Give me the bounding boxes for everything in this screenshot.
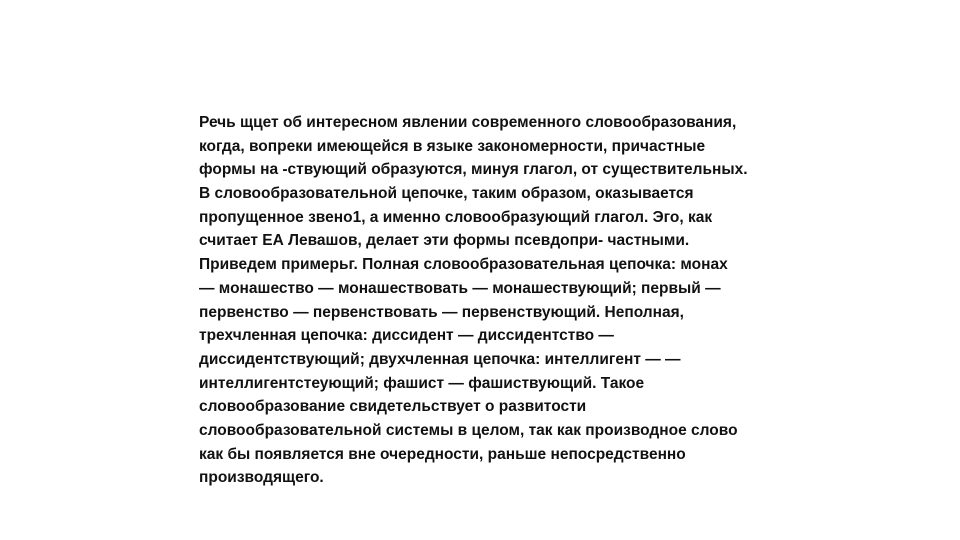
text-line: интеллигентстеующий; фашист — фашиствующий. Такое	[199, 374, 645, 392]
text-line: когда, вопреки имеющейся в языке закономерности, причастные	[199, 137, 706, 155]
body-text	[199, 111, 819, 490]
text-line: считает ЕА Левашов, делает эти формы псевдопри- частными.	[199, 232, 690, 250]
text-line: словообразование свидетельствует о развитости	[199, 398, 587, 416]
text-line: формы на -ствующий образуются, минуя глагол, от существительных.	[199, 161, 748, 179]
text-line: трехчленная цепочка: диссидент — диссидентство —	[199, 327, 614, 345]
text-line: первенство — первенствовать — первенствующий. Неполная,	[199, 303, 684, 321]
text-line: — монашество — монашествовать — монашествующий; первый —	[199, 279, 721, 297]
text-line: производящего.	[199, 469, 324, 487]
text-line: В словообразовательной цепочке, таким образом, оказывается	[199, 185, 694, 203]
text-line: диссидентствующий; двухчленная цепочка: интеллигент — —	[199, 350, 681, 368]
text-line: как бы появляется вне очередности, раньше непосредственно	[199, 445, 686, 463]
text-line: пропущенное звено1, а именно словообразующий глагол. Эго, как	[199, 208, 713, 226]
text-line: словообразовательной системы в целом, так как производное слово	[199, 421, 738, 439]
text-line: Речь щцет об интересном явлении современного словообразования,	[199, 114, 737, 131]
text-line: Приведем примерьг. Полная словообразовательная цепочка: монах	[199, 256, 728, 274]
